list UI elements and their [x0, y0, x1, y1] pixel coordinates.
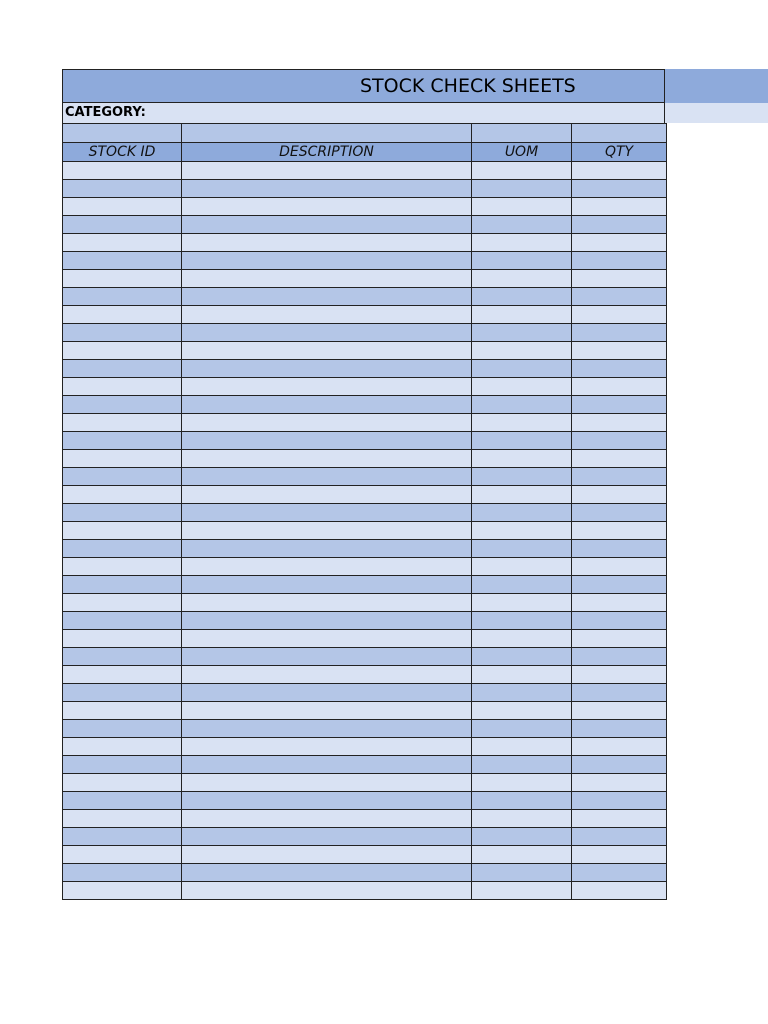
- cell-uom[interactable]: [472, 288, 572, 306]
- table-row: [63, 468, 667, 486]
- cell-qty[interactable]: [572, 360, 667, 378]
- cell-stock-id[interactable]: [63, 738, 182, 756]
- table-row: [63, 594, 667, 612]
- cell-stock-id[interactable]: [63, 846, 182, 864]
- cell-stock-id[interactable]: [63, 864, 182, 882]
- cell-description[interactable]: [182, 828, 472, 846]
- table-row: [63, 342, 667, 360]
- cell-qty[interactable]: [572, 414, 667, 432]
- cell-qty[interactable]: [572, 684, 667, 702]
- cell-qty[interactable]: [572, 882, 667, 900]
- table-row: [63, 486, 667, 504]
- cell-qty[interactable]: [572, 846, 667, 864]
- cell-uom[interactable]: [472, 738, 572, 756]
- table-row: [63, 666, 667, 684]
- cell-qty[interactable]: [572, 792, 667, 810]
- cell-stock-id[interactable]: [63, 342, 182, 360]
- cell-stock-id[interactable]: [63, 378, 182, 396]
- cell-uom[interactable]: [472, 324, 572, 342]
- cell-description[interactable]: [182, 774, 472, 792]
- cell-qty[interactable]: [572, 828, 667, 846]
- cell-uom[interactable]: [472, 468, 572, 486]
- blank-header-cell[interactable]: [572, 124, 667, 143]
- cell-description[interactable]: [182, 540, 472, 558]
- cell-uom[interactable]: [472, 576, 572, 594]
- cell-qty[interactable]: [572, 774, 667, 792]
- cell-uom[interactable]: [472, 684, 572, 702]
- cell-description[interactable]: [182, 810, 472, 828]
- cell-description[interactable]: [182, 684, 472, 702]
- cell-description[interactable]: [182, 432, 472, 450]
- cell-uom[interactable]: [472, 450, 572, 468]
- cell-stock-id[interactable]: [63, 432, 182, 450]
- cell-description[interactable]: [182, 414, 472, 432]
- cell-stock-id[interactable]: [63, 252, 182, 270]
- cell-qty[interactable]: [572, 378, 667, 396]
- cell-uom[interactable]: [472, 342, 572, 360]
- table-row: [63, 846, 667, 864]
- cell-description[interactable]: [182, 450, 472, 468]
- cell-uom[interactable]: [472, 558, 572, 576]
- cell-description[interactable]: [182, 270, 472, 288]
- cell-description[interactable]: [182, 162, 472, 180]
- cell-qty[interactable]: [572, 324, 667, 342]
- table-row: [63, 576, 667, 594]
- cell-uom[interactable]: [472, 828, 572, 846]
- table-row: [63, 756, 667, 774]
- blank-header-cell[interactable]: [63, 124, 182, 143]
- cell-description[interactable]: [182, 594, 472, 612]
- cell-description[interactable]: [182, 360, 472, 378]
- cell-uom[interactable]: [472, 648, 572, 666]
- cell-uom[interactable]: [472, 198, 572, 216]
- cell-stock-id[interactable]: [63, 504, 182, 522]
- table-row: [63, 180, 667, 198]
- cell-stock-id[interactable]: [63, 828, 182, 846]
- cell-uom[interactable]: [472, 270, 572, 288]
- cell-qty[interactable]: [572, 198, 667, 216]
- category-cell[interactable]: [62, 103, 665, 123]
- cell-uom[interactable]: [472, 810, 572, 828]
- cell-qty[interactable]: [572, 594, 667, 612]
- cell-uom[interactable]: [472, 720, 572, 738]
- cell-qty[interactable]: [572, 504, 667, 522]
- cell-stock-id[interactable]: [63, 486, 182, 504]
- cell-uom[interactable]: [472, 792, 572, 810]
- cell-description[interactable]: [182, 522, 472, 540]
- cell-qty[interactable]: [572, 216, 667, 234]
- cell-description[interactable]: [182, 486, 472, 504]
- cell-qty[interactable]: [572, 306, 667, 324]
- table-row: [63, 630, 667, 648]
- cell-stock-id[interactable]: [63, 720, 182, 738]
- cell-qty[interactable]: [572, 342, 667, 360]
- cell-description[interactable]: [182, 180, 472, 198]
- table-row: [63, 378, 667, 396]
- cell-qty[interactable]: [572, 612, 667, 630]
- table-row: [63, 810, 667, 828]
- cell-uom[interactable]: [472, 216, 572, 234]
- cell-uom[interactable]: [472, 486, 572, 504]
- cell-uom[interactable]: [472, 666, 572, 684]
- table-row: [63, 504, 667, 522]
- cell-stock-id[interactable]: [63, 756, 182, 774]
- cell-uom[interactable]: [472, 162, 572, 180]
- cell-uom[interactable]: [472, 522, 572, 540]
- cell-description[interactable]: [182, 846, 472, 864]
- cell-description[interactable]: [182, 504, 472, 522]
- cell-description[interactable]: [182, 882, 472, 900]
- cell-description[interactable]: [182, 288, 472, 306]
- cell-qty[interactable]: [572, 810, 667, 828]
- table-row: [63, 288, 667, 306]
- cell-stock-id[interactable]: [63, 882, 182, 900]
- cell-qty[interactable]: [572, 702, 667, 720]
- cell-description[interactable]: [182, 720, 472, 738]
- cell-description[interactable]: [182, 612, 472, 630]
- table-row: [63, 648, 667, 666]
- cell-qty[interactable]: [572, 162, 667, 180]
- cell-qty[interactable]: [572, 234, 667, 252]
- cell-description[interactable]: [182, 738, 472, 756]
- table-row: [63, 792, 667, 810]
- column-header-qty[interactable]: QTY: [572, 143, 667, 162]
- cell-description[interactable]: [182, 324, 472, 342]
- cell-qty[interactable]: [572, 468, 667, 486]
- cell-stock-id[interactable]: [63, 234, 182, 252]
- cell-qty[interactable]: [572, 720, 667, 738]
- table-row: [63, 864, 667, 882]
- cell-stock-id[interactable]: [63, 540, 182, 558]
- cell-qty[interactable]: [572, 522, 667, 540]
- cell-qty[interactable]: [572, 576, 667, 594]
- table-row: [63, 198, 667, 216]
- cell-description[interactable]: [182, 198, 472, 216]
- cell-description[interactable]: [182, 234, 472, 252]
- cell-description[interactable]: [182, 864, 472, 882]
- cell-qty[interactable]: [572, 396, 667, 414]
- table-row: [63, 432, 667, 450]
- table-row: [63, 828, 667, 846]
- stock-table: [62, 123, 667, 900]
- cell-description[interactable]: [182, 558, 472, 576]
- cell-stock-id[interactable]: [63, 306, 182, 324]
- cell-uom[interactable]: [472, 774, 572, 792]
- cell-description[interactable]: [182, 342, 472, 360]
- table-row: [63, 414, 667, 432]
- cell-stock-id[interactable]: [63, 468, 182, 486]
- cell-description[interactable]: [182, 396, 472, 414]
- table-row: [63, 540, 667, 558]
- column-header-row: [63, 143, 667, 162]
- cell-stock-id[interactable]: [63, 576, 182, 594]
- cell-uom[interactable]: [472, 846, 572, 864]
- cell-uom[interactable]: [472, 414, 572, 432]
- table-row: [63, 450, 667, 468]
- cell-uom[interactable]: [472, 432, 572, 450]
- cell-stock-id[interactable]: [63, 216, 182, 234]
- cell-stock-id[interactable]: [63, 180, 182, 198]
- cell-stock-id[interactable]: [63, 198, 182, 216]
- cell-stock-id[interactable]: [63, 324, 182, 342]
- cell-stock-id[interactable]: [63, 702, 182, 720]
- cell-uom[interactable]: [472, 612, 572, 630]
- cell-uom[interactable]: [472, 180, 572, 198]
- column-header-stock-id[interactable]: STOCK ID: [63, 143, 182, 162]
- table-row: [63, 522, 667, 540]
- cell-qty[interactable]: [572, 486, 667, 504]
- cell-stock-id[interactable]: [63, 396, 182, 414]
- cell-stock-id[interactable]: [63, 288, 182, 306]
- cell-stock-id[interactable]: [63, 630, 182, 648]
- cell-stock-id[interactable]: [63, 414, 182, 432]
- cell-description[interactable]: [182, 216, 472, 234]
- cell-stock-id[interactable]: [63, 612, 182, 630]
- table-row: [63, 324, 667, 342]
- cell-uom[interactable]: [472, 864, 572, 882]
- table-row: [63, 396, 667, 414]
- cell-qty[interactable]: [572, 666, 667, 684]
- cell-description[interactable]: [182, 756, 472, 774]
- table-row: [63, 882, 667, 900]
- cell-qty[interactable]: [572, 270, 667, 288]
- cell-uom[interactable]: [472, 252, 572, 270]
- cell-uom[interactable]: [472, 702, 572, 720]
- cell-description[interactable]: [182, 576, 472, 594]
- cell-qty[interactable]: [572, 648, 667, 666]
- table-row: [63, 684, 667, 702]
- blank-header-cell[interactable]: [182, 124, 472, 143]
- cell-description[interactable]: [182, 702, 472, 720]
- table-row: [63, 162, 667, 180]
- cell-qty[interactable]: [572, 450, 667, 468]
- cell-description[interactable]: [182, 378, 472, 396]
- cell-uom[interactable]: [472, 396, 572, 414]
- cell-stock-id[interactable]: [63, 450, 182, 468]
- table-row: [63, 558, 667, 576]
- cell-uom[interactable]: [472, 630, 572, 648]
- cell-qty[interactable]: [572, 630, 667, 648]
- table-row: [63, 306, 667, 324]
- cell-description[interactable]: [182, 306, 472, 324]
- cell-stock-id[interactable]: [63, 162, 182, 180]
- cell-qty[interactable]: [572, 288, 667, 306]
- cell-description[interactable]: [182, 630, 472, 648]
- cell-stock-id[interactable]: [63, 810, 182, 828]
- cell-description[interactable]: [182, 648, 472, 666]
- cell-stock-id[interactable]: [63, 594, 182, 612]
- cell-uom[interactable]: [472, 234, 572, 252]
- table-row: [63, 234, 667, 252]
- cell-uom[interactable]: [472, 882, 572, 900]
- cell-qty[interactable]: [572, 540, 667, 558]
- cell-qty[interactable]: [572, 864, 667, 882]
- table-row: [63, 360, 667, 378]
- cell-stock-id[interactable]: [63, 270, 182, 288]
- cell-stock-id[interactable]: [63, 522, 182, 540]
- cell-uom[interactable]: [472, 306, 572, 324]
- cell-description[interactable]: [182, 252, 472, 270]
- column-header-description[interactable]: DESCRIPTION: [182, 143, 472, 162]
- cell-uom[interactable]: [472, 756, 572, 774]
- cell-stock-id[interactable]: [63, 648, 182, 666]
- cell-description[interactable]: [182, 666, 472, 684]
- cell-stock-id[interactable]: [63, 792, 182, 810]
- cell-stock-id[interactable]: [63, 360, 182, 378]
- cell-description[interactable]: [182, 468, 472, 486]
- cell-description[interactable]: [182, 792, 472, 810]
- cell-qty[interactable]: [572, 432, 667, 450]
- table-row: [63, 216, 667, 234]
- table-row: [63, 774, 667, 792]
- cell-stock-id[interactable]: [63, 774, 182, 792]
- cell-uom[interactable]: [472, 378, 572, 396]
- table-row: [63, 720, 667, 738]
- cell-uom[interactable]: [472, 540, 572, 558]
- cell-stock-id[interactable]: [63, 558, 182, 576]
- cell-uom[interactable]: [472, 594, 572, 612]
- cell-uom[interactable]: [472, 360, 572, 378]
- blank-header-cell[interactable]: [472, 124, 572, 143]
- column-header-uom[interactable]: UOM: [472, 143, 572, 162]
- cell-qty[interactable]: [572, 756, 667, 774]
- cell-qty[interactable]: [572, 738, 667, 756]
- cell-qty[interactable]: [572, 180, 667, 198]
- cell-uom[interactable]: [472, 504, 572, 522]
- table-row: [63, 738, 667, 756]
- cell-qty[interactable]: [572, 252, 667, 270]
- cell-stock-id[interactable]: [63, 684, 182, 702]
- table-row: [63, 252, 667, 270]
- table-row: [63, 270, 667, 288]
- blank-header-row: [63, 124, 667, 143]
- cell-stock-id[interactable]: [63, 666, 182, 684]
- table-row: [63, 702, 667, 720]
- sheet-title: STOCK CHECK SHEETS: [360, 75, 576, 97]
- category-label: CATEGORY:: [65, 105, 146, 120]
- table-row: [63, 612, 667, 630]
- cell-qty[interactable]: [572, 558, 667, 576]
